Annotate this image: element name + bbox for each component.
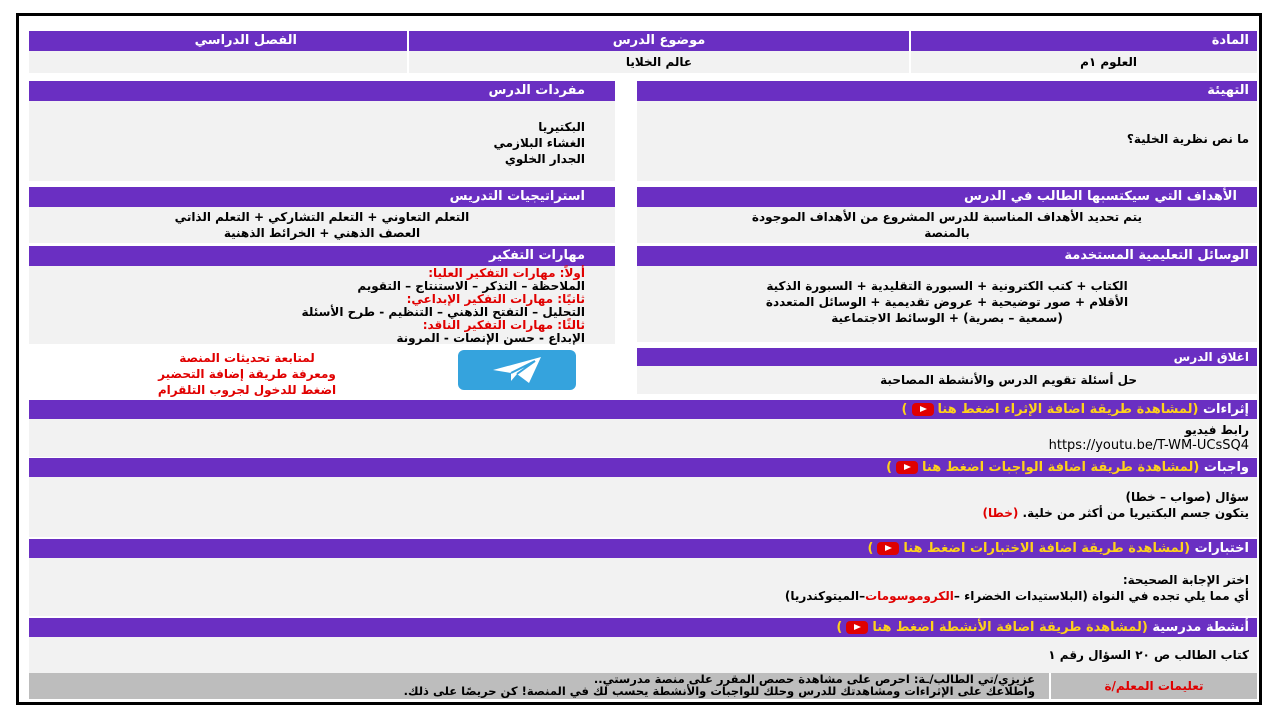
closing-title: اغلاق الدرس xyxy=(637,348,1257,366)
homework-link[interactable] xyxy=(886,460,1199,475)
activities-box xyxy=(29,637,1257,673)
closing-text: حل أسئلة تقويم الدرس والأنشطة المصاحبة xyxy=(880,373,1137,387)
homework-answer: (خطا) xyxy=(982,506,1019,520)
video-label: رابط فيديو xyxy=(1184,423,1249,437)
resources-line: الأقلام + صور توضيحية + عروض تقديمية + الوسائل المتعددة xyxy=(765,295,1129,309)
video-url[interactable]: https://youtu.be/T-WM-UCsSQ4 xyxy=(1048,438,1249,453)
tests-header xyxy=(29,539,1257,558)
activities-link-text: (لمشاهدة طريقة اضافة الأنشطة اضغط هنا xyxy=(872,620,1148,635)
tests-instruction: اختر الإجابة الصحيحة: xyxy=(1122,573,1249,587)
thinking-line-3: الإبداع - حسن الإنصات - المرونة xyxy=(396,331,585,345)
homework-statement-line xyxy=(37,505,1249,521)
youtube-icon xyxy=(896,461,918,474)
vocab-item: الغشاء البلازمي xyxy=(493,136,585,150)
tests-link[interactable] xyxy=(867,541,1190,556)
enrichment-link-text: (لمشاهدة طريقة اضافة الإثراء اضغط هنا xyxy=(937,402,1199,417)
tests-question: أي مما يلي تجده في النواة (البلاستيدات الخضراء – xyxy=(953,589,1249,603)
teacher-label: تعليمات المعلم/ة xyxy=(1051,673,1257,699)
vocab-box xyxy=(29,101,615,181)
resources-box xyxy=(637,266,1257,342)
topic-value: عالم الخلايا xyxy=(409,51,909,73)
activities-title: أنشطة مدرسية xyxy=(1152,620,1249,635)
thinking-heading-1: أولاً: مهارات التفكير العليا: xyxy=(428,266,585,280)
activities-link-close: ) xyxy=(836,620,843,635)
subject-label: المادة xyxy=(911,31,1257,51)
strategies-title: استراتيجيات التدريس xyxy=(29,187,615,207)
tests-link-text: (لمشاهدة طريقة اضافة الاختبارات اضغط هنا xyxy=(903,541,1191,556)
telegram-promo[interactable] xyxy=(97,350,397,398)
youtube-icon xyxy=(912,403,934,416)
activities-link[interactable] xyxy=(836,620,1147,635)
closing-box xyxy=(637,366,1257,394)
intro-text: ما نص نظرية الخلية؟ xyxy=(1126,132,1249,146)
vocab-item: البكتيريا xyxy=(538,120,585,134)
promo-line: اضغط للدخول لجروب التلقرام xyxy=(157,383,337,397)
teacher-line-1: عزيزي/تي الطالب/ـة: احرص على مشاهدة حصص المقرر على منصة مدرستي.. xyxy=(593,672,1035,686)
tests-link-close: ) xyxy=(867,541,874,556)
topic-label: موضوع الدرس xyxy=(409,31,909,51)
tests-title: اختبارات xyxy=(1194,541,1249,556)
enrichment-title: إثراءات xyxy=(1202,402,1249,417)
enrichment-box xyxy=(29,419,1257,457)
objectives-line: بالمنصة xyxy=(924,226,970,240)
strategies-box xyxy=(29,207,615,243)
intro-box xyxy=(637,101,1257,181)
promo-line: لمتابعة تحديثات المنصة xyxy=(179,351,315,365)
intro-title: التهيئة xyxy=(637,81,1257,101)
semester-label: الفصل الدراسي xyxy=(29,31,407,51)
thinking-line-1: الملاحظة – التذكر – الاستنتاج – التقويم xyxy=(357,279,585,293)
thinking-box xyxy=(29,266,615,344)
tests-box xyxy=(29,558,1257,616)
telegram-plane-icon xyxy=(491,355,543,385)
vocab-item: الجدار الخلوي xyxy=(504,152,585,166)
homework-link-close: ) xyxy=(886,460,893,475)
subject-value xyxy=(911,51,1257,73)
tests-question-line xyxy=(37,588,1249,604)
resources-title: الوسائل التعليمية المستخدمة xyxy=(637,246,1257,266)
objectives-title: الأهداف التي سيكتسبها الطالب في الدرس xyxy=(637,187,1257,207)
activities-header xyxy=(29,618,1257,637)
strategies-line: التعلم التعاوني + التعلم التشاركي + التعلم الذاتي xyxy=(174,210,470,224)
thinking-line-2: التحليل – التفتح الذهني – التنظيم - طرح الأسئلة xyxy=(301,305,585,319)
teacher-line-2: واطلاعك على الإثراءات ومشاهدتك للدرس وحلك للواجبات والأنشطة يحسب لك في المنصة! كن حريصًا على ذلك. xyxy=(403,684,1035,698)
homework-title: واجبات xyxy=(1203,460,1249,475)
enrichment-header xyxy=(29,400,1257,419)
homework-header xyxy=(29,458,1257,477)
document-frame xyxy=(16,13,1262,705)
thinking-title: مهارات التفكير xyxy=(29,246,615,266)
teacher-box xyxy=(29,673,1049,699)
thinking-heading-3: ثالثًا: مهارات التفكير الناقد: xyxy=(422,318,585,332)
activities-text: كتاب الطالب ص ٢٠ السؤال رقم ١ xyxy=(1048,648,1249,662)
strategies-line: العصف الذهني + الخرائط الذهنية xyxy=(223,226,421,240)
homework-statement: يتكون جسم البكتيريا من أكثر من خلية. xyxy=(1022,506,1249,520)
objectives-box xyxy=(637,207,1257,243)
promo-line: ومعرفة طريقة إضافة التحضير xyxy=(158,367,336,381)
thinking-heading-2: ثانيًا: مهارات التفكير الإبداعي: xyxy=(406,292,585,306)
tests-answer: الكروموسومات xyxy=(865,589,954,603)
semester-value xyxy=(29,51,407,73)
subject-value-text: العلوم ١م xyxy=(1080,55,1137,69)
telegram-icon[interactable] xyxy=(458,350,576,390)
homework-question-label: سؤال (صواب – خطا) xyxy=(1125,490,1249,504)
youtube-icon xyxy=(877,542,899,555)
homework-box xyxy=(29,477,1257,537)
homework-link-text: (لمشاهدة طريقة اضافة الواجبات اضغط هنا xyxy=(922,460,1200,475)
tests-question-rest: –الميتوكندريا) xyxy=(784,589,866,603)
enrichment-link[interactable] xyxy=(902,402,1199,417)
objectives-line: يتم تحديد الأهداف المناسبة للدرس المشروع من الأهداف الموجودة xyxy=(751,210,1143,224)
lesson-plan xyxy=(27,24,1251,698)
resources-line: الكتاب + كتب الكترونية + السبورة التقليدية + السبورة الذكية xyxy=(766,279,1128,293)
vocab-title: مفردات الدرس xyxy=(29,81,615,101)
youtube-icon xyxy=(846,621,868,634)
enrichment-link-close: ) xyxy=(901,402,908,417)
resources-line: (سمعية – بصرية) + الوسائط الاجتماعية xyxy=(831,311,1063,325)
